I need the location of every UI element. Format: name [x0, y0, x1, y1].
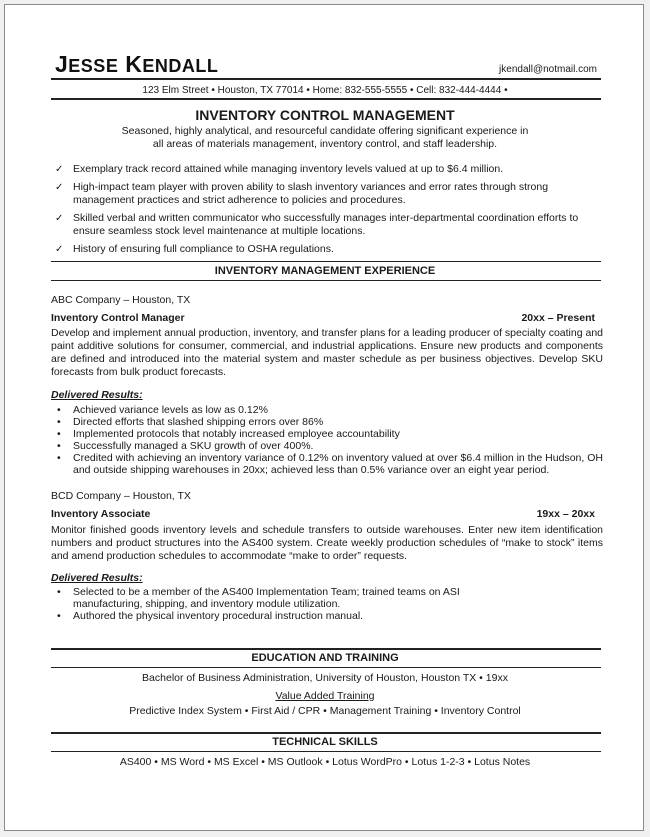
list-item: • Achieved variance levels as low as 0.12%: [57, 404, 268, 416]
job-description: Develop and implement annual production, inventory, and transfer plans for a leading producer of specialty coating and paint additive solutions for consumer, commercial, and industrial applications. Ensure new products and components are defined and introduced into the material system and master schedule as per business objectives. Develop SKU forecasts from bulk product forecasts.: [51, 327, 603, 378]
profile-summary: Seasoned, highly analytical, and resourceful candidate offering significant experience in all areas of materials management, inventory control, and staff leadership.: [121, 125, 529, 150]
surname-rest: ENDALL: [142, 56, 219, 76]
experience-heading: INVENTORY MANAGEMENT EXPERIENCE: [214, 265, 436, 277]
bullet-icon: •: [57, 404, 61, 416]
job-dates: 19xx – 20xx: [536, 508, 595, 520]
training-list: Predictive Index System • First Aid / CPR • Management Training • Inventory Control: [129, 705, 521, 717]
highlights-list: [55, 163, 600, 256]
name-initial: J: [55, 51, 69, 77]
company-name: BCD Company – Houston, TX: [51, 490, 191, 502]
training-label: Value Added Training: [275, 690, 375, 702]
skills-heading: TECHNICAL SKILLS: [272, 736, 378, 748]
checkmark-icon: ✓: [55, 213, 64, 224]
list-item: ✓ Skilled verbal and written communicator who successfully manages inter-departmental coordination efforts to ensure seamless stock level maintenance at multiple locations.: [55, 212, 579, 237]
results-label: Delivered Results:: [51, 389, 143, 401]
bullet-icon: •: [57, 610, 61, 622]
skills-list: AS400 • MS Word • MS Excel • MS Outlook • Lotus WordPro • Lotus 1-2-3 • Lotus Notes: [119, 756, 531, 768]
section-rule: [51, 648, 601, 650]
section-rule: [51, 667, 601, 668]
checkmark-icon: ✓: [55, 244, 64, 255]
degree-line: Bachelor of Business Administration, University of Houston, Houston TX • 19xx: [142, 672, 508, 684]
job-description: Monitor finished goods inventory levels and schedule transfers to outside warehouses. Enter new item identification numbers and product structures into the AS400 system. Create weekly production schedules of “make to stock” items and amend production schedules to accommodate “make to order” requests.: [51, 524, 603, 562]
results-list: [55, 404, 603, 476]
company-name: ABC Company – Houston, TX: [51, 294, 191, 306]
job-dates: 20xx – Present: [521, 312, 595, 324]
job-title: Inventory Control Manager: [51, 312, 185, 324]
surname-initial: K: [125, 51, 143, 77]
name-rest: ESSE: [68, 56, 119, 76]
list-item: • Credited with achieving an inventory variance of 0.12% on inventory valued at over $6.4 million in the Hudson, OH and outside shipping warehouses in 20xx; achieved less than 0.5% variance over an eight year period.: [57, 452, 603, 476]
section-rule: [51, 280, 601, 281]
checkmark-icon: ✓: [55, 164, 64, 175]
list-item: • Selected to be a member of the AS400 Implementation Team; trained teams on ASI manufacturing, shipping, and inventory module utilization.: [57, 586, 460, 610]
results-list: [55, 586, 475, 622]
list-item: • Successfully managed a SKU growth of over 400%.: [57, 440, 314, 452]
list-item: ✓ History of ensuring full compliance to OSHA regulations.: [55, 243, 334, 255]
list-item: • Authored the physical inventory procedural instruction manual.: [57, 610, 364, 622]
list-item: ✓ High-impact team player with proven ability to slash inventory variances and error rates through strong management practices and strict adherence to policies and procedures.: [55, 181, 549, 206]
job-title: Inventory Associate: [51, 508, 151, 520]
list-item: • Directed efforts that slashed shipping errors over 86%: [57, 416, 324, 428]
section-rule: [51, 261, 601, 262]
contact-line: 123 Elm Street • Houston, TX 77014 • Home: 832-555-5555 • Cell: 832-444-4444 •: [142, 85, 508, 96]
profile-headline: INVENTORY CONTROL MANAGEMENT: [195, 107, 455, 123]
section-rule: [51, 751, 601, 752]
list-item: ✓ Exemplary track record attained while managing inventory levels valued at up to $6.4 million.: [55, 163, 504, 175]
header-rule-top: [51, 78, 601, 80]
email-address[interactable]: jkendall@notmail.com: [499, 64, 597, 75]
section-rule: [51, 732, 601, 734]
checkmark-icon: ✓: [55, 182, 64, 193]
bullet-icon: •: [57, 428, 61, 440]
list-item: • Implemented protocols that notably increased employee accountability: [57, 428, 400, 440]
candidate-name: [55, 51, 218, 78]
education-heading: EDUCATION AND TRAINING: [251, 652, 399, 664]
bullet-icon: •: [57, 416, 61, 428]
bullet-icon: •: [57, 586, 61, 598]
results-label: Delivered Results:: [51, 572, 143, 584]
header-rule-bottom: [51, 98, 601, 100]
bullet-icon: •: [57, 440, 61, 452]
resume-page: [4, 4, 644, 831]
bullet-icon: •: [57, 452, 61, 464]
